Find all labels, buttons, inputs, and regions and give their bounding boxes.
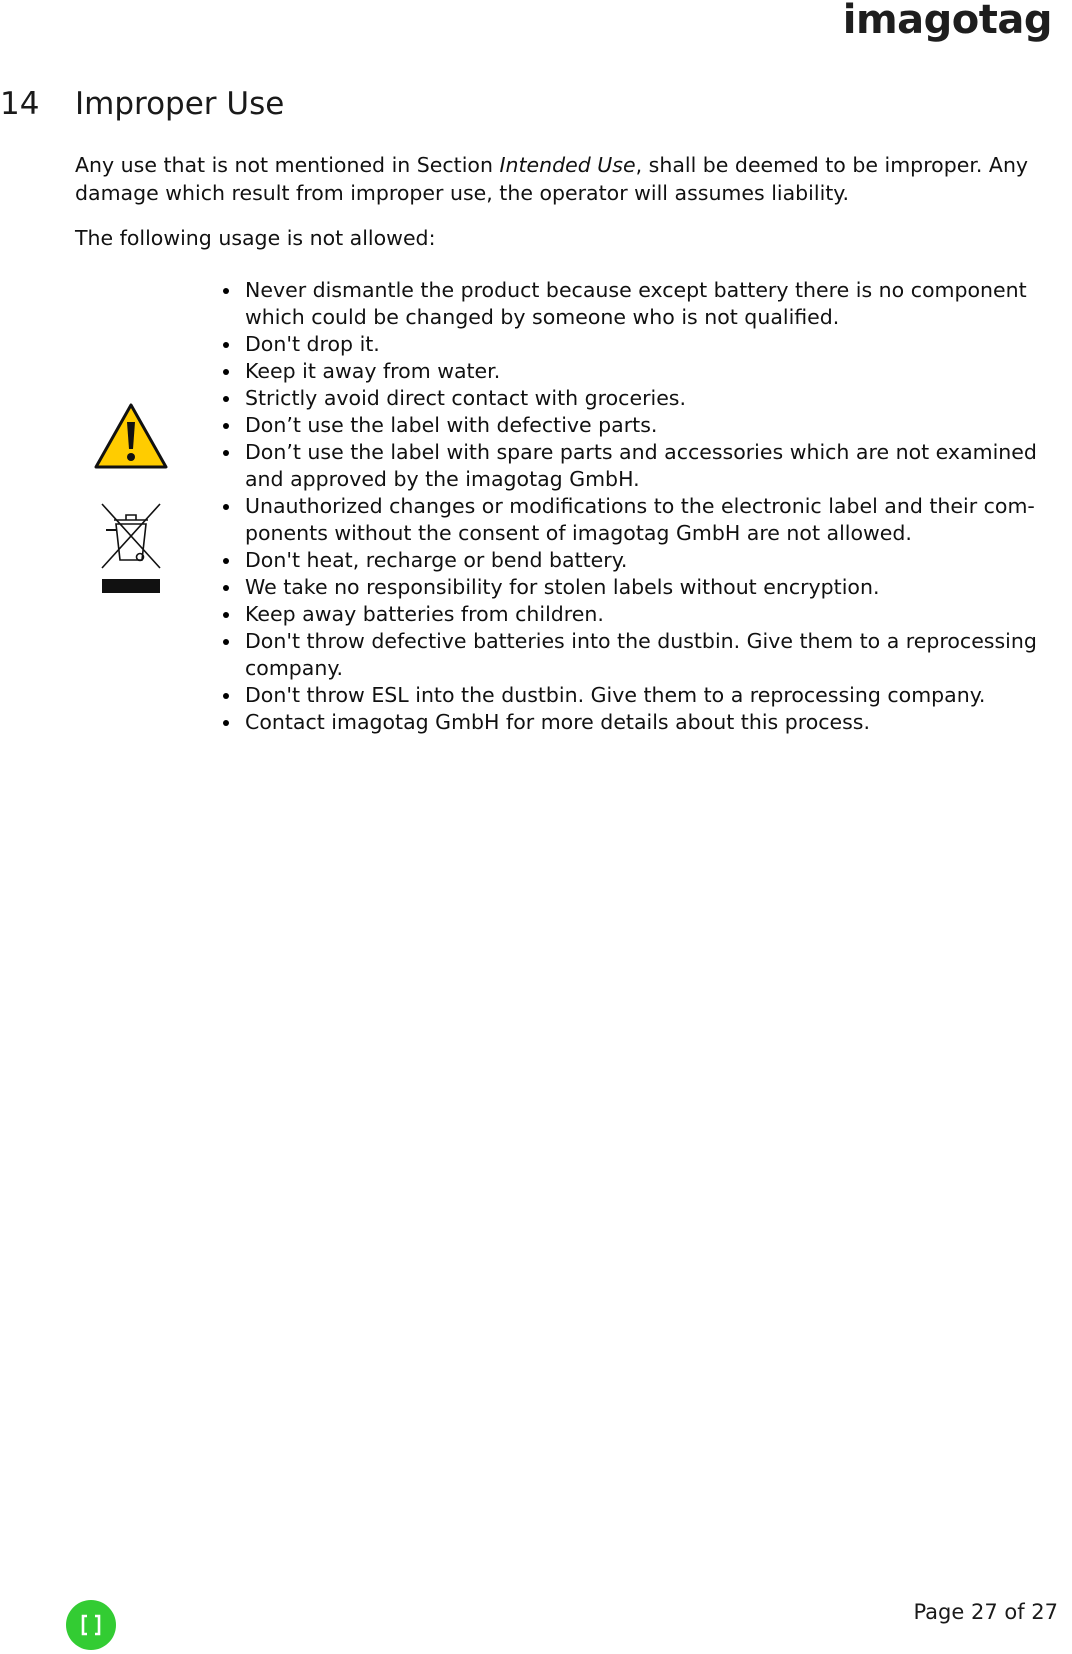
list-item: Unauthorized changes or modifications to the electronic label and their com-ponents without the consent of imagotag GmbH are not allowed. bbox=[222, 493, 1062, 547]
warning-triangle-icon bbox=[93, 402, 169, 470]
intro-paragraph bbox=[75, 151, 1050, 207]
list-item: Never dismantle the product because except battery there is no component which could be changed by someone who is not qualified. bbox=[222, 277, 1062, 331]
brand-logo: imagotag bbox=[842, 0, 1052, 43]
section-number: 14 bbox=[0, 86, 40, 122]
list-item: Don't throw defective batteries into the dustbin. Give them to a reprocessing company. bbox=[222, 628, 1062, 682]
list-item: Don't heat, recharge or bend battery. bbox=[222, 547, 1062, 574]
improper-use-list bbox=[222, 277, 1062, 736]
list-item: Contact imagotag GmbH for more details about this process. bbox=[222, 709, 1062, 736]
list-lead: The following usage is not allowed: bbox=[75, 226, 436, 250]
list-item: Don’t use the label with defective parts. bbox=[222, 412, 1062, 439]
list-item: Strictly avoid direct contact with groceries. bbox=[222, 385, 1062, 412]
intro-text-end: , shall be deemed to be improper. Any damage which result from improper use, the operator will assumes liability. bbox=[75, 153, 1029, 205]
bracket-glyph-icon bbox=[66, 1600, 116, 1650]
crossed-out-wheelie-bin-icon bbox=[100, 502, 162, 594]
section-heading bbox=[0, 86, 284, 123]
list-item: Keep away batteries from children. bbox=[222, 601, 1062, 628]
imagotag-badge-icon bbox=[66, 1600, 116, 1650]
intended-use-reference: Intended Use bbox=[499, 153, 636, 177]
intro-text-start: Any use that is not mentioned in Section bbox=[75, 153, 500, 177]
section-title: Improper Use bbox=[75, 86, 285, 122]
list-item: Don’t use the label with spare parts and accessories which are not examined and approved by the imagotag GmbH. bbox=[222, 439, 1062, 493]
list-item: We take no responsibility for stolen labels without encryption. bbox=[222, 574, 1062, 601]
list-item: Don't throw ESL into the dustbin. Give them to a reprocessing company. bbox=[222, 682, 1062, 709]
list-item: Keep it away from water. bbox=[222, 358, 1062, 385]
list-item: Don't drop it. bbox=[222, 331, 1062, 358]
page-number: Page 27 of 27 bbox=[913, 1600, 1058, 1624]
